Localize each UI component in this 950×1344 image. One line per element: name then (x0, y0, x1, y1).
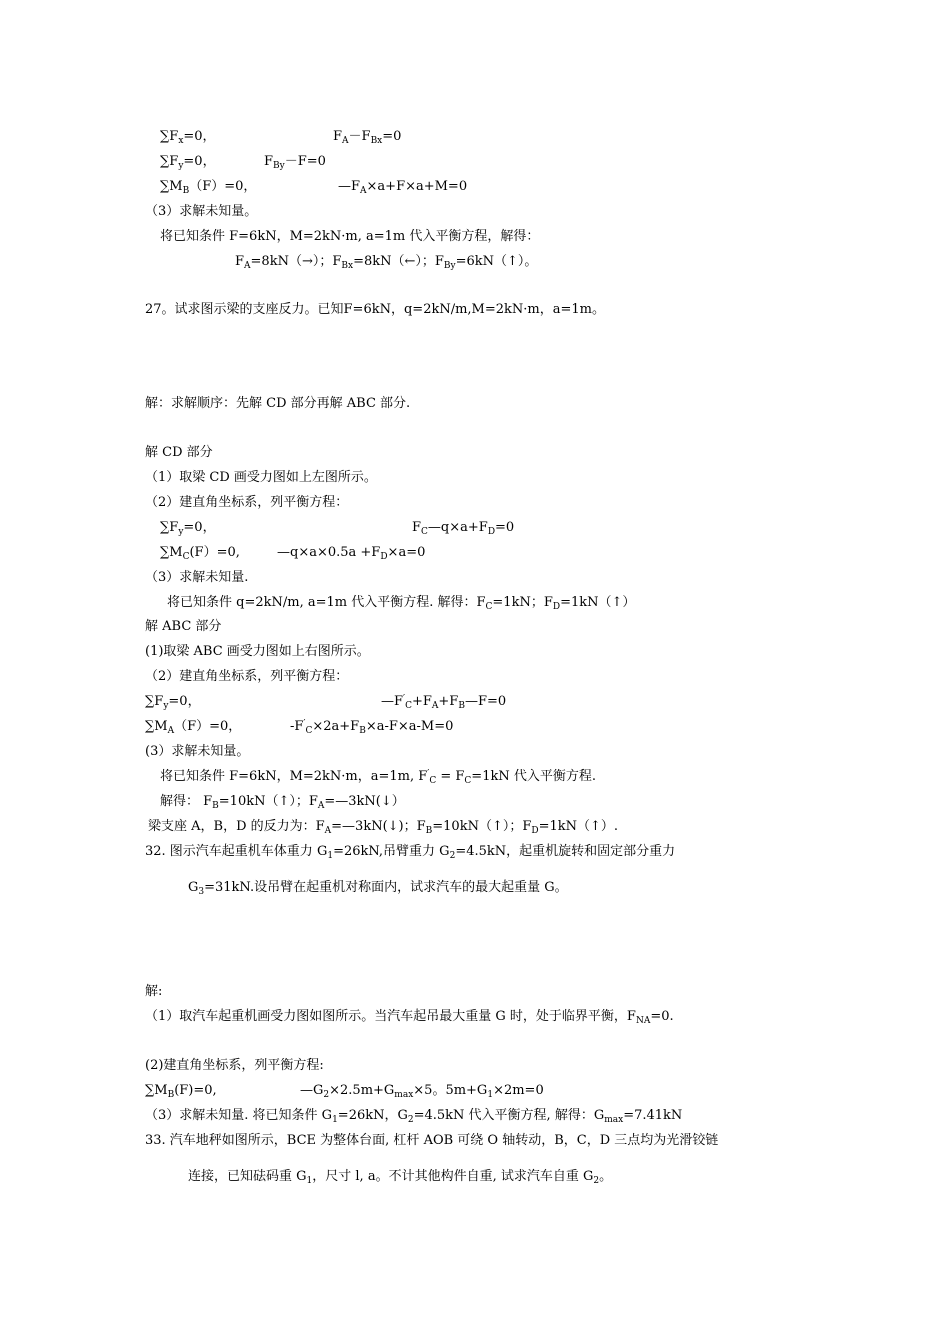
eq-sum-mb: $\sum M_B(F)=0$， (160, 179, 257, 196)
problem-32-cont: $G_3=31kN$.设吊臂在起重机对称面内，试求汽车的最大起重量 G。 (188, 880, 568, 897)
solution-32-step-3: （3）求解未知量. 将已知条件 $G_1=26kN$，$G_2=4.5kN$ 代入平衡方程, 解得：$G_{max}=7.41kN$ (145, 1108, 683, 1125)
abc-eq-fy: $\sum F_y=0$， (145, 694, 201, 711)
cd-heading: 解 CD 部分 (145, 445, 213, 460)
support-reactions: 梁支座 A，B，D 的反力为：$F_A=—3kN(↓)$；$F_B=10kN(↑)$；$F_D=1kN(↑)$. (148, 819, 619, 836)
solution-order: 解：求解顺序：先解 CD 部分再解 ABC 部分. (145, 396, 411, 411)
abc-step-3: (3）求解未知量。 (145, 744, 250, 759)
cd-result: 将已知条件 q=2kN/m, a=1m 代入平衡方程. 解得：$F_C=1kN$；$F_D=1kN(↑)$ (167, 595, 636, 612)
solution-32-eq-mb: $\sum M_B(F)=0$, (145, 1083, 217, 1100)
solution-32-eq-mb-body: $—G_2\times 2.5m+G_{max}\times 5$。$5m+G_1\times 2m=0$ (300, 1083, 544, 1100)
problem-32: 32. 图示汽车起重机车体重力 $G_1=26kN$,吊臂重力 $G_2=4.5kN$，起重机旋转和固定部分重力 (145, 844, 676, 861)
cd-step-2: （2）建直角坐标系，列平衡方程： (145, 495, 349, 510)
cd-eq-fy-body: $F_C—q\times a+F_D=0$ (412, 520, 515, 537)
eq-sum-fy: $\sum F_y=0$， (160, 154, 216, 171)
step-solve-unknowns: （3）求解未知量。 (145, 204, 258, 219)
abc-eq-ma-body: $-F'_C\times 2a+F_B\times a-F\times a-M=0$ (290, 719, 454, 736)
abc-substitute: 将已知条件 F=6kN，M=2kN·m，a=1m, $F'_C = F_C=1kN$ 代入平衡方程. (160, 769, 596, 786)
abc-heading: 解 ABC 部分 (145, 619, 222, 634)
abc-result: 解得： $F_B=10kN(↑)$；$F_A=—3kN(↓)$ (160, 794, 405, 811)
abc-step-1: (1)取梁 ABC 画受力图如上右图所示。 (145, 644, 370, 659)
solution-32-label: 解: (145, 984, 163, 999)
problem-33: 33. 汽车地秤如图所示，BCE 为整体台面, 杠杆 AOB 可绕 O 轴转动，B，C，D 三点均为光滑铰链 (145, 1133, 719, 1148)
eq-sum-fx: $\sum F_x=0$， (160, 129, 216, 146)
eq-sum-mb-body: $—F_A\times a+F\times a+M=0$ (338, 179, 468, 196)
abc-eq-fy-body: $—F'_C+F_A+F_B—F=0$ (381, 694, 507, 711)
solution-32-step-1: （1）取汽车起重机画受力图如图所示。当汽车起吊最大重量 G 时，处于临界平衡，$F_{NA}=0$. (145, 1009, 674, 1026)
cd-step-3: （3）求解未知量. (145, 570, 249, 585)
substitute-conditions: 将已知条件 F=6kN，M=2kN·m, a=1m 代入平衡方程，解得： (160, 229, 540, 244)
solution-32-step-2: (2)建直角坐标系，列平衡方程: (145, 1058, 324, 1073)
abc-eq-ma: $\sum M_A(F)=0$， (145, 719, 242, 736)
problem-27: 27。试求图示梁的支座反力。已知F=6kN，q=2kN/m,M=2kN·m，a=1m。 (145, 302, 605, 317)
problem-33-cont: 连接，已知砝码重 $G_1$，尺寸 l, a。不计其他构件自重, 试求汽车自重 $G_2$。 (188, 1169, 613, 1186)
cd-step-1: （1）取梁 CD 画受力图如上左图所示。 (145, 470, 377, 485)
cd-eq-mc-body: —q×a×0.5a $+F_D\times a=0$ (277, 545, 426, 562)
result-line: $F_A=8kN(\to)$；$F_{Bx}=8kN(\leftarrow)$；$F_{By}=6kN(↑)$。 (235, 254, 538, 271)
cd-eq-fy: $\sum F_y=0$， (160, 520, 216, 537)
eq-sum-fx-body: $F_A-F_{Bx}=0$ (333, 129, 402, 146)
cd-eq-mc: $\sum M_C(F)=0$, (160, 545, 240, 562)
abc-step-2: （2）建直角坐标系，列平衡方程： (145, 669, 349, 684)
eq-sum-fy-body: $F_{By}-F=0$ (264, 154, 326, 171)
